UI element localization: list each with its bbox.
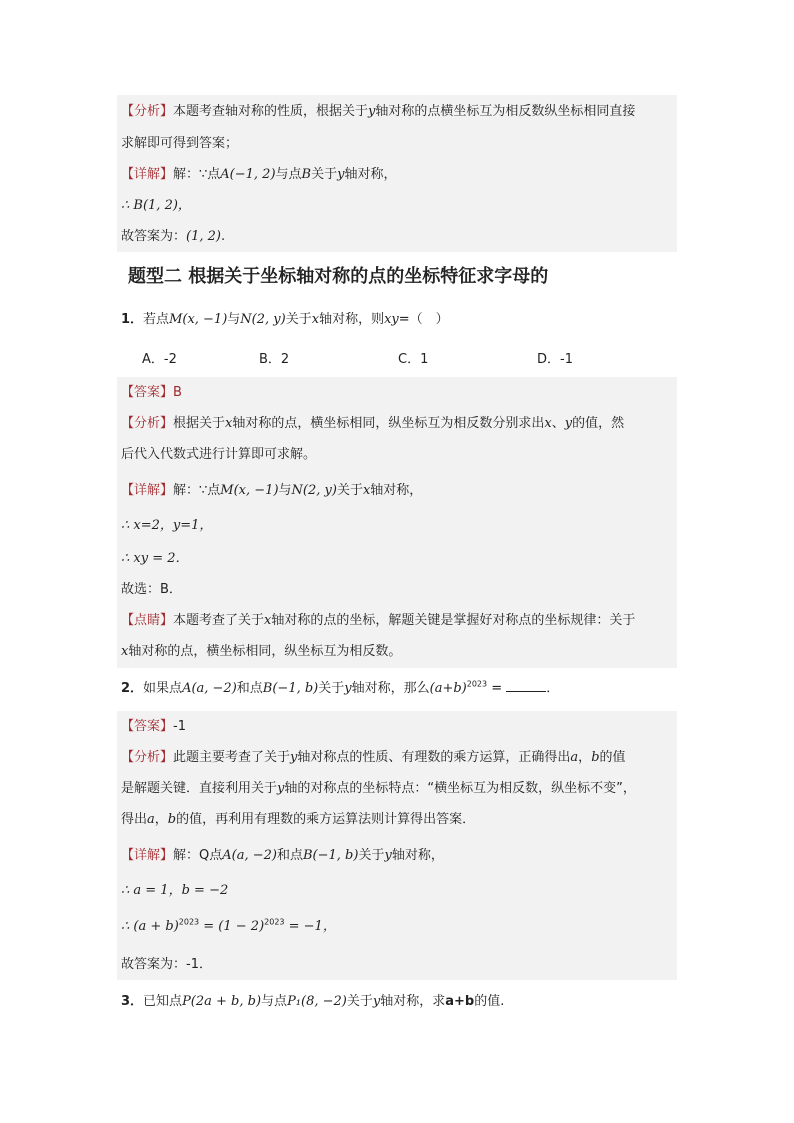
- q2-detail-3: ∴ $(a + b)^{2023} = (1 - 2)^{2023} = -1$，: [121, 917, 336, 934]
- answer-blank: [506, 679, 546, 692]
- q1-answer: 【答案】B: [121, 385, 182, 400]
- q1-analysis: 【分析】根据关于x轴对称的点，横坐标相同，纵坐标互为相反数分别求出x、y的值，然: [121, 416, 625, 431]
- answer-line: 故答案为：(1, 2).: [121, 229, 226, 244]
- question-1: 1．若点M(x, −1)与N(2, y)关于x轴对称，则xy=（ ）: [121, 312, 449, 327]
- option-c: C．1: [398, 352, 429, 367]
- detail-line-2: ∴ B(1, 2)，: [121, 198, 191, 213]
- q1-comment: 【点睛】本题考查了关于x轴对称的点的坐标，解题关键是掌握好对称点的坐标规律：关于: [121, 613, 636, 628]
- q2-answer: 【答案】-1: [121, 719, 186, 734]
- q2-analysis-3: 得出a，b的值，再利用有理数的乘方运算法则计算得出答案．: [121, 812, 476, 827]
- q1-detail-2: ∴ x=2，y=1，: [121, 518, 213, 533]
- option-a: A．-2: [142, 352, 177, 367]
- q2-detail: 【详解】解：Q点A(a, −2)和点B(−1, b)关于y轴对称，: [121, 848, 444, 863]
- q1-analysis-2: 后代入代数式进行计算即可求解。: [121, 447, 317, 462]
- question-3: 3．已知点P(2a + b, b)与点P₁(8, −2)关于y轴对称，求a+b的值.: [121, 994, 505, 1009]
- q2-analysis: 【分析】此题主要考查了关于y轴对称点的性质、有理数的乘方运算，正确得出a，b的值: [121, 750, 626, 765]
- q1-detail-3: ∴ xy = 2．: [121, 551, 189, 566]
- q1-detail: 【详解】解：∵点M(x, −1)与N(2, y)关于x轴对称，: [121, 483, 423, 498]
- question-2: 2．如果点A(a, −2)和点B(−1, b)关于y轴对称，那么$(a+b)^{2023}$ = ．: [121, 679, 560, 696]
- detail-line: 【详解】解：∵点A(−1, 2)与点B关于y轴对称，: [121, 167, 397, 182]
- q2-detail-2: ∴ a = 1，b = −2: [121, 883, 229, 898]
- analysis-line-2: 求解即可得到答案；: [121, 136, 239, 151]
- option-d: D．-1: [537, 352, 573, 367]
- q2-answer-line: 故答案为：-1．: [121, 957, 212, 972]
- section-heading: 题型二 根据关于坐标轴对称的点的坐标特征求字母的: [128, 266, 549, 287]
- q2-analysis-2: 是解题关键．直接利用关于y轴的对称点的坐标特点：“横坐标互为相反数，纵坐标不变”，: [121, 781, 636, 796]
- q1-comment-2: x轴对称的点，横坐标相同，纵坐标互为相反数。: [121, 644, 402, 659]
- q1-choice: 故选：B．: [121, 582, 182, 597]
- analysis-line: 【分析】本题考查轴对称的性质，根据关于y轴对称的点横坐标互为相反数纵坐标相同直接: [121, 104, 636, 119]
- option-b: B．2: [259, 352, 290, 367]
